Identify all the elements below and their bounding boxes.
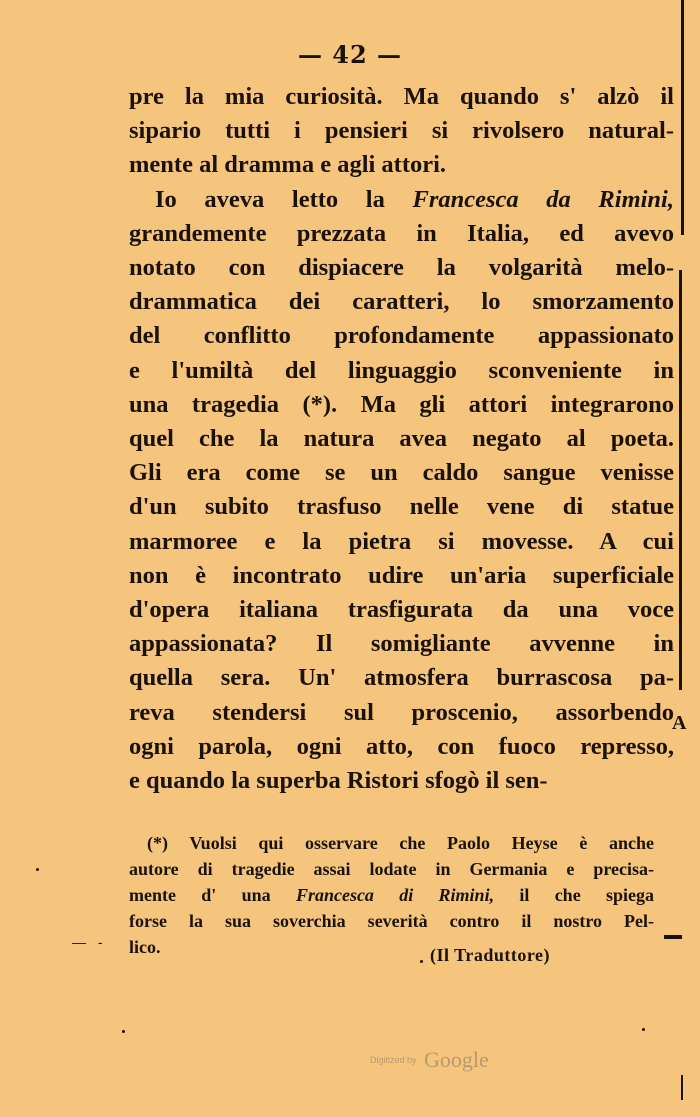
text-line: sipario tutti i pensieri si rivolsero natural- [129,117,674,145]
text-line: quella sera. Un' atmosfera burrascosa pa- [129,664,674,692]
text-line: pre la mia curiosità. Ma quando s' alzò il [129,83,674,110]
margin-dash [664,935,682,939]
text-line: del conflitto profondamente appassionato [129,322,674,350]
footnote-line: (*) Vuolsi qui osservare che Paolo Heyse è anche [147,833,654,853]
left-margin-mark: — - [72,934,107,950]
text-line: grandemente prezzata in Italia, ed avevo [129,219,674,247]
speck [36,868,39,871]
footnote-line: forse la sua soverchia severità contro il nostro Pel- [129,911,654,931]
italic-title: Francesca di Rimini, [295,885,495,905]
margin-rule-top [681,0,684,235]
watermark-brand: Google [423,1047,489,1072]
text-line: e l'umiltà del linguaggio sconveniente in [129,356,674,384]
speck [642,1028,645,1031]
footnote-line: mente d' una Francesca di Rimini, il che spiega [129,885,655,905]
text-line: una tragedia (*). Ma gli attori integrarono [129,390,674,418]
italic-title: Francesca da Rimini, [412,185,674,213]
text-line: reva stendersi sul proscenio, assorbendo [129,698,674,726]
margin-note: A [672,712,687,734]
speck [420,960,423,963]
text-line: mente al dramma e agli attori. [129,151,447,179]
speck [122,1030,125,1033]
text-line: notato con dispiacere la volgarità melo- [129,254,674,282]
text-line: Io aveva letto la Francesca da Rimini, [155,185,674,213]
body-text [129,80,674,798]
text-line: e quando la superba Ristori sfogò il sen- [129,767,548,795]
margin-rule-middle [679,270,682,690]
page-number: — 42 — [297,40,403,69]
text-line: ogni parola, ogni atto, con fuoco represso, [129,732,674,760]
footnote [129,830,654,960]
text-line: non è incontrato udire un'aria superficiale [129,561,674,589]
text-line: d'opera italiana trasfigurata da una voce [129,596,674,624]
text-line: drammatica dei caratteri, lo smorzamento [129,288,674,316]
margin-rule-bottom [681,1075,683,1100]
text-line: d'un subito trasfuso nelle vene di statue [129,493,674,521]
text-line: marmoree e la pietra si movesse. A cui [129,527,674,555]
footnote-line: autore di tragedie assai lodate in Germania e precisa- [129,859,654,879]
footnote-signature: (Il Traduttore) [430,945,550,965]
text-line: appassionata? Il somigliante avvenne in [129,630,674,658]
footnote-line: lico. [129,937,161,957]
watermark [370,1047,489,1073]
watermark-prefix: Digitized by [370,1055,417,1065]
text-line: quel che la natura avea negato al poeta. [129,425,674,453]
text-line: Gli era come se un caldo sangue venisse [129,459,674,487]
